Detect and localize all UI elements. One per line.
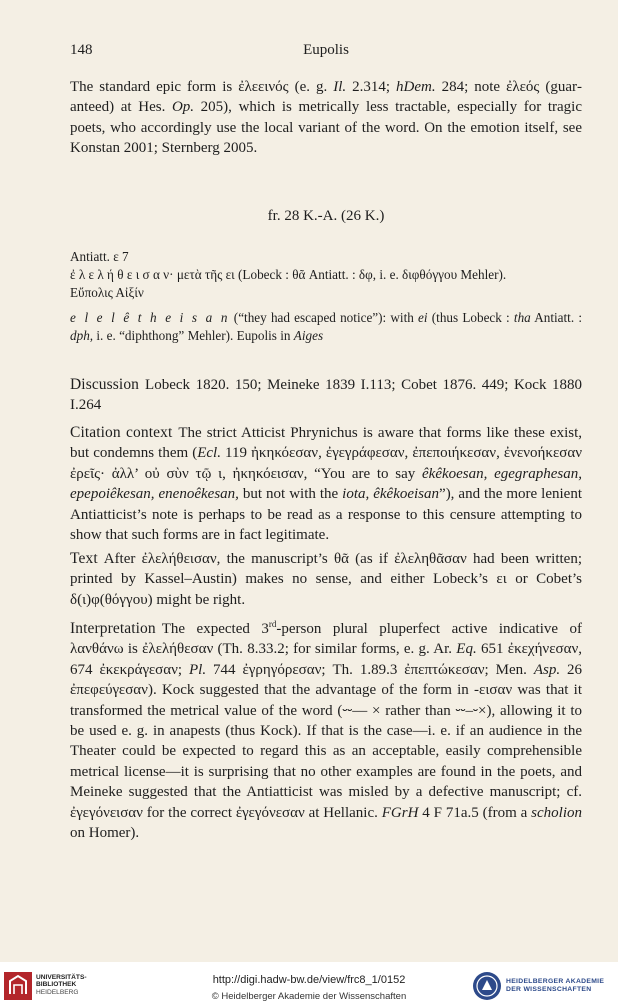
interpretation-heading: Interpretation [70, 620, 156, 637]
source-reference: Antiatt. ε 7 [70, 249, 129, 264]
discussion-heading: Discussion [70, 376, 140, 393]
source-greek: ἐ λ ε λ ή θ ε ι σ α ν· μετὰ τῆς ει (Lobeck : θᾶ Antiatt. : δφ, i. e. διφθόγγου Mehler). [70, 267, 507, 282]
copyright-notice: © Heidelberger Akademie der Wissenschaften [211, 991, 407, 1002]
running-head [70, 42, 582, 62]
page-number: 148 [70, 42, 93, 58]
intro-paragraph: The standard epic form is ἐλεεινός (e. g. Il. 2.314; hDem. 284; note ἐλεός (guaranteed) at Hes. Op. 205), which is metrically less tractable, especially for tragic poets, who accordingly use the local variant of the word. On the emotion itself, see Konstan 2001; Sternberg 2005. [70, 79, 583, 157]
citation-context-section: Citation context The strict Atticist Phrynichus is aware that forms like these exist, but condemns them (Ecl. 119 ἠκηκόεσαν, ἐγεγράφεσαν, ἐπεποιήκεσαν, ἐνενοήκεσαν ἐρεῖς· ἀλλ’ οὐ σὺν τῷ ι, ἠκηκόεισαν, “You are to say êkêkoesan, egegraphesan, epepoiêkesan, enenoêkesan, but not with the iota, êkêkoeisan”), and the more lenient Antiatticist’s note is perhaps to be read as a response to this censure attempting to show that such forms are in fact legitimate. [70, 424, 583, 544]
discussion-section: Discussion Lobeck 1820. 150; Meineke 1839 I.113; Cobet 1876. 449; Kock 1880 I.264 [70, 376, 582, 414]
source-text [70, 248, 582, 302]
university-library-name: UNIVERSITÄTS- BIBLIOTHEK HEIDELBERG [36, 974, 87, 996]
academy-seal-icon [472, 971, 502, 1001]
permalink-url[interactable]: http://digi.hadw-bw.de/view/frc8_1/0152 [212, 974, 406, 986]
interpretation-section: Interpretation The expected 3rd-person plural pluperfect active indicative of λανθάνω is ἐλελήθεσαν (Th. 8.33.2; for similar forms, e. g. Ar. Eq. 651 ἐκεχήνεσαν, 674 ἐκεκράγεσαν; Pl. 744 ἐγρηγόρεσαν; Th. 1.89.3 ἐπεπτώκεσαν; Men. Asp. 26 ἐπεφεύγεσαν). Kock suggested that the advantage of the form in -εισαν was that it transformed the metrical value of the word (⏑⏑–– × rather than ⏑⏑–⏑×), allowing it to be used e. g. in anapests (thus Kock). If that is the case—i. e. if an audience in the Theater could be expected to regard this as an acceptable, easily comprehensible metrical license—it is surprising that no other examples are found in the poets, and Meineke suggested that the Antiatticist was misled by a defective manuscript; cf. ἐγεγόνεισαν for the correct ἐγεγόνεσαν at Hellanic. FGrH 4 F 71a.5 (from a scholion on Homer). [70, 619, 583, 842]
fragment-title: fr. 28 K.-A. (26 K.) [267, 208, 385, 224]
text-section: Text After ἐλελήθεισαν, the manuscript’s θᾶ (as if ἐλεληθᾶσαν had been written; printed by Kassel–Austin) makes no sense, and either Lobeck’s ει or Cobet’s δ(ι)φ(θόγγου) might be right. [70, 550, 582, 608]
text-heading: Text [70, 550, 98, 567]
academy-name: HEIDELBERGER AKADEMIE DER WISSENSCHAFTEN [506, 978, 605, 993]
academy-logo[interactable] [472, 971, 612, 1001]
running-title: Eupolis [303, 42, 349, 58]
citation-context-heading: Citation context [70, 424, 173, 441]
translation: e l e l ê t h e i s a n (“they had escaped notice”): with ei (thus Lobeck : tha Antiatt. : dph, i. e. “diphthong” Mehler). Eupolis in Aiges [70, 310, 582, 343]
viewer-footer [0, 962, 618, 1008]
source-attribution: Εὔπολις Αἰξίν [70, 285, 144, 300]
